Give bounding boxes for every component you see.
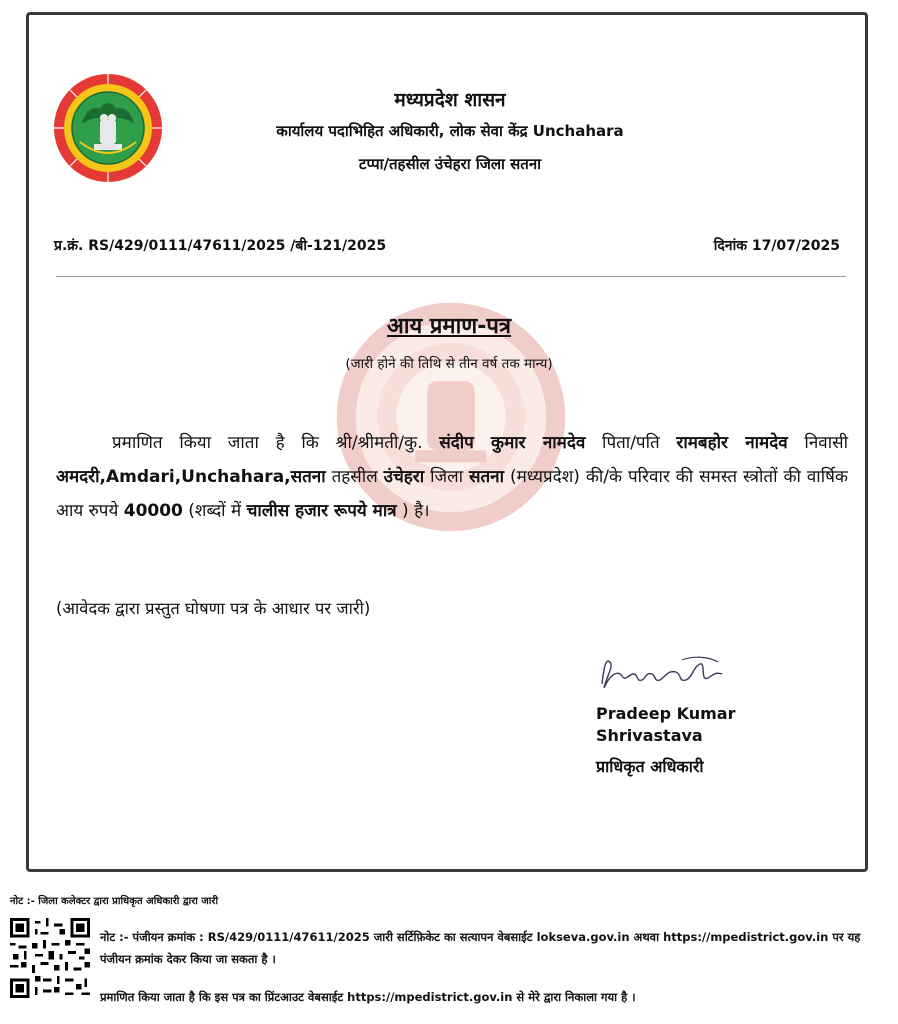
collector-note: नोट :- जिला कलेक्टर द्वारा प्राधिकृत अधिकारी द्वारा जारी <box>10 896 219 907</box>
body-text-segment: प्रमाणित किया जाता है कि श्री/श्रीमती/कु. <box>112 433 440 453</box>
office-location: टप्पा/तहसील उंचेहरा जिला सतना <box>358 155 542 173</box>
applicant-address: अमदरी,Amdari,Unchahara,सतना <box>56 467 326 487</box>
applicant-name: संदीप कुमार नामदेव <box>439 433 586 453</box>
certificate-validity: (जारी होने की तिथि से तीन वर्ष तक मान्य) <box>345 356 553 372</box>
certificate-body <box>56 426 848 528</box>
father-name: रामबहोर नामदेव <box>676 433 788 453</box>
body-text-segment: निवासी <box>787 433 849 453</box>
body-text-segment: ) है। <box>396 501 430 521</box>
body-text-segment: पिता/पति <box>585 433 677 453</box>
signatory-name-line1: Pradeep Kumar <box>596 704 736 723</box>
issue-basis: (आवेदक द्वारा प्रस्तुत घोषणा पत्र के आधार पर जारी) <box>56 599 371 618</box>
office-name: कार्यालय पदाभिहित अधिकारी, लोक सेवा केंद्र Unchahara <box>276 122 624 140</box>
reference-number: प्र.क्रं. RS/429/0111/47611/2025 /बी-121/2025 <box>54 238 387 254</box>
certificate-title: आय प्रमाण-पत्र <box>387 314 511 339</box>
verification-note: नोट :- पंजीयन क्रमांक : RS/429/0111/47611/2025 जारी सर्टिफ़िकेट का सत्यापन वेबसाईट lokseva.gov.in अथवा https://mpedistrict.gov.in पर यह पंजीयन क्रमांक देकर किया जा सकता है । <box>100 930 861 966</box>
header-divider <box>56 276 846 277</box>
signatory-designation: प्राधिकृत अधिकारी <box>596 757 704 776</box>
government-name: मध्यप्रदेश शासन <box>394 89 506 111</box>
body-text-segment: तहसील <box>325 467 384 487</box>
issue-date: दिनांक 17/07/2025 <box>713 238 840 254</box>
mp-government-seal-icon <box>52 72 164 184</box>
printout-note: प्रमाणित किया जाता है कि इस पत्र का प्रिंटआउट वेबसाईट https://mpedistrict.gov.in से मेरे द्वारा निकाला गया है । <box>100 990 636 1004</box>
signatory-name-line2: Shrivastava <box>596 726 703 745</box>
body-text-segment: (मध्यप्रदेश) की/के परिवार की समस्त स्त्रोतों की वार्षिक आय रुपये <box>56 467 848 521</box>
body-text-segment: (शब्दों में <box>182 501 247 521</box>
income-in-words: चालीस हजार रूपये मात्र <box>246 501 397 521</box>
qr-code-icon <box>10 918 90 998</box>
tehsil-name: उंचेहरा <box>383 467 425 487</box>
handwritten-signature-icon <box>596 648 736 698</box>
body-text-segment: जिला <box>424 467 469 487</box>
district-name: सतना <box>468 467 505 487</box>
income-amount: 40000 <box>123 501 183 521</box>
